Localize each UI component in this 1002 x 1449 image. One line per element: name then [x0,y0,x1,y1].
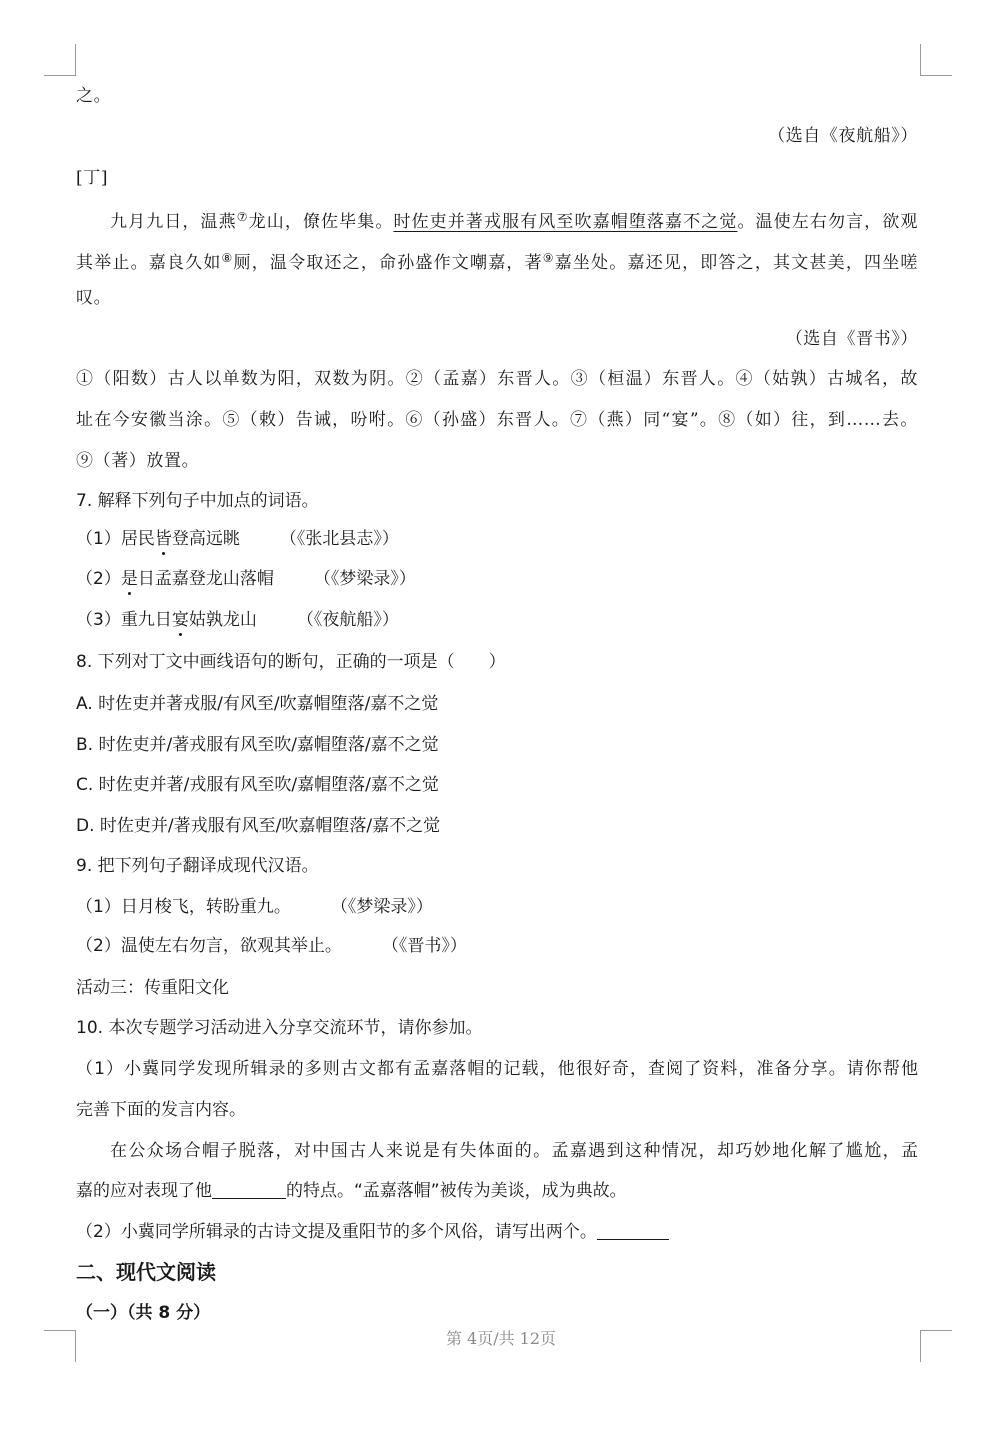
passage-c-source: （选自《夜航船》） [768,126,918,146]
q10-paragraph-line-1: 在公众场合帽子脱落，对中国古人来说是有失体面的。孟嘉遇到这种情况，却巧妙地化解了尴尬，孟 [110,1141,918,1161]
q9-item-1: （1）日月梭飞，转盼重九。 （《梦梁录》） [76,897,433,917]
q9-stem: 9. 把下列句子翻译成现代汉语。 [76,856,319,876]
notes-line-3: ⑨（著）放置。 [76,451,200,471]
passage-d-label: [丁] [76,168,109,188]
section-2-title: 二、现代文阅读 [76,1260,216,1284]
notes-line-2: 址在今安徽当涂。⑤（敕）告诫，吩咐。⑥（孙盛）东晋人。⑦（燕）同“宴”。⑧（如）往，到……去。 [76,410,918,430]
crop-mark-top-left-v [75,44,76,76]
q10-part-1-line-1: （1）小冀同学发现所辑录的多则古文都有孟嘉落帽的记载，他很好奇，查阅了资料，准备分享。请你帮他 [76,1059,918,1079]
crop-mark-top-right-h [920,75,952,76]
passage-d-line-2: 其举止。嘉良久如⑧厕，温令取还之，命孙盛作文嘲嘉，著⑨嘉坐处。嘉还见，即答之，其文甚美，四坐嗟 [76,251,918,273]
q9-item-2: （2）温使左右勿言，欲观其举止。 （《晋书》） [76,936,467,956]
q8-option-c[interactable]: C. 时佐吏并著/戎服有风至吹/嘉帽堕落/嘉不之觉 [76,775,439,795]
passage-d-line-3: 叹。 [76,288,112,308]
dotted-word: 是 [120,569,138,589]
q10-stem: 10. 本次专题学习活动进入分享交流环节，请你参加。 [76,1018,483,1038]
q7-item-1: （1）居民皆登高远眺 （《张北县志》） [76,529,399,549]
page-footer: 第 4页/共 12页 [445,1329,557,1348]
q7-item-2: （2）是日孟嘉登龙山落帽 （《梦梁录》） [76,569,416,589]
answer-blank[interactable] [212,1180,286,1199]
activity-3-heading: 活动三：传重阳文化 [76,978,229,998]
notes-line-1: ①（阳数）古人以单数为阳，双数为阴。②（孟嘉）东晋人。③（桓温）东晋人。④（姑孰）古城名，故 [76,369,918,389]
q10-paragraph-line-2: 嘉的应对表现了他 的特点。“孟嘉落帽”被传为美谈，成为典故。 [76,1181,627,1201]
answer-blank[interactable] [597,1221,669,1240]
passage-d-line-1: 九月九日，温燕⑦龙山，僚佐毕集。时佐吏并著戎服有风至吹嘉帽堕落嘉不之觉。温使左右勿言，欲观 [110,210,918,232]
dotted-word: 皆 [154,529,172,549]
q8-option-d[interactable]: D. 时佐吏并/著戎服有风至/吹嘉帽堕落/嘉不之觉 [76,816,441,836]
crop-mark-top-left-h [44,75,76,76]
passage-c-tail: 之。 [76,86,112,106]
q8-stem: 8. 下列对丁文中画线语句的断句，正确的一项是（ ） [76,652,506,672]
q8-option-a[interactable]: A. 时佐吏并著戎服/有风至/吹嘉帽堕落/嘉不之觉 [76,694,439,714]
underlined-sentence: 时佐吏并著戎服有风至吹嘉帽堕落嘉不之觉 [393,212,738,232]
dotted-word: 宴 [171,610,189,630]
q7-stem: 7. 解释下列句子中加点的词语。 [76,491,319,511]
section-2-subtitle: （一）（共 8 分） [76,1303,211,1323]
crop-mark-top-right-v [920,44,921,76]
q10-part-1-line-2: 完善下面的发言内容。 [76,1100,246,1120]
q8-option-b[interactable]: B. 时佐吏并/著戎服有风至吹/嘉帽堕落/嘉不之觉 [76,735,439,755]
q10-part-2: （2）小冀同学所辑录的古诗文提及重阳节的多个风俗，请写出两个。 [76,1220,918,1244]
passage-d-source: （选自《晋书》） [785,329,918,349]
q7-item-3: （3）重九日宴姑孰龙山 （《夜航船》） [76,610,399,630]
